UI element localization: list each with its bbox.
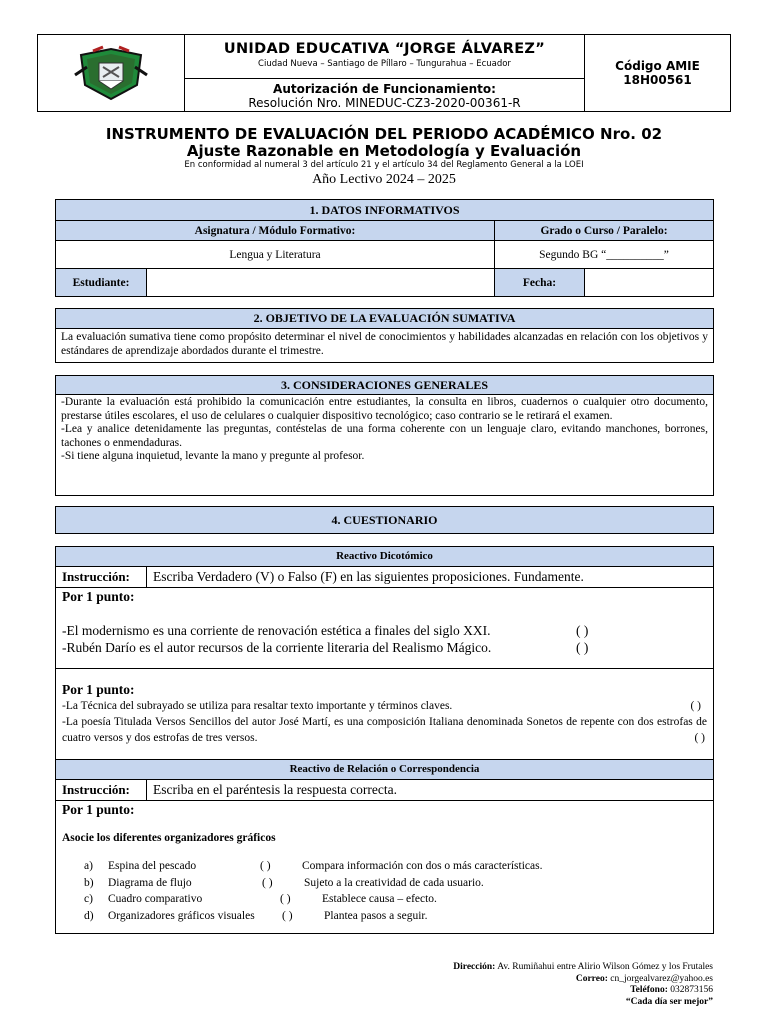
relation-blank[interactable]: ( ): [262, 876, 273, 889]
relation-blank[interactable]: ( ): [280, 893, 291, 905]
instruction-label: Instrucción:: [56, 567, 147, 587]
consideracion-item: -Lea y analice detenidamente las preguntas, contéstelas de una forma coherente con un lenguaje claro, evitando manchones, borrones, tachones o enmendaduras.: [61, 423, 708, 449]
subject-label: Asignatura / Módulo Formativo:: [56, 221, 495, 240]
footer-phone: Teléfono: 032873156: [630, 985, 713, 995]
reactivo-relacion-table: [55, 759, 714, 934]
objetivo-table: [55, 308, 714, 363]
question-1: -El modernismo es una corriente de renovación estética a finales del siglo XXI.: [62, 623, 491, 638]
footer-email: Correo: cn_jorgealvarez@yahoo.es: [575, 973, 713, 984]
footer-address: Dirección: Av. Rumiñahui entre Alirio Wilson Gómez y los Frutales: [453, 962, 713, 972]
instruction-text: Escriba en el paréntesis la respuesta correcta.: [153, 782, 398, 797]
school-name: UNIDAD EDUCATIVA “JORGE ÁLVAREZ”: [223, 41, 546, 57]
footer-motto: “Cada día ser mejor”: [625, 996, 713, 1007]
amie-code: 18H00561: [623, 73, 692, 87]
subject-value: Lengua y Literatura: [56, 241, 495, 268]
question-4: -La poesía Titulada Versos Sencillos del autor José Martí, es una composición Italiana denominada Sonetos de repente con dos estrofas de cuatro versos y dos estrofas de tres versos.: [62, 716, 707, 744]
answer-blank-4[interactable]: ( ): [694, 732, 705, 744]
answer-blank-2[interactable]: ( ): [576, 640, 589, 655]
title-line-1: INSTRUMENTO DE EVALUACIÓN DEL PERIODO ACADÉMICO Nro. 02: [105, 125, 663, 143]
relation-item: b) Diagrama de flujo ( ) Sujeto a la creatividad de cada usuario.: [62, 875, 707, 892]
answer-blank-1[interactable]: ( ): [576, 623, 589, 638]
relation-item: a) Espina del pescado ( ) Compara información con dos o más características.: [62, 858, 707, 875]
reactivo-header: Reactivo de Relación o Correspondencia: [56, 760, 713, 780]
grade-value[interactable]: Segundo BG “__________”: [539, 248, 669, 261]
section-header: 1. DATOS INFORMATIVOS: [56, 200, 713, 221]
reactivo-dicotomico-table: [55, 546, 714, 761]
question-2: -Rubén Darío es el autor recursos de la corriente literaria del Realismo Mágico.: [62, 640, 492, 655]
consideracion-item: -Durante la evaluación está prohibido la comunicación entre estudiantes, la consulta en libros, cuadernos o cualquier otro documento, prestarse útiles escolares, el uso de celulares o cualquier dispositivo tecnológico; caso contrario se le retirará el examen.: [61, 396, 708, 422]
relation-blank[interactable]: ( ): [260, 860, 271, 872]
school-address: Ciudad Nueva – Santiago de Píllaro – Tungurahua – Ecuador: [258, 59, 511, 69]
instruction-text: Escriba Verdadero (V) o Falso (F) en las siguientes proposiciones. Fundamente.: [153, 569, 584, 584]
points-label: Por 1 punto:: [62, 589, 135, 604]
date-field[interactable]: [585, 269, 713, 296]
school-logo: [38, 35, 185, 111]
student-field[interactable]: [147, 269, 495, 296]
document-title: [0, 126, 768, 189]
page-footer: [453, 962, 713, 1008]
relation-item: d) Organizadores gráficos visuales ( ) Plantea pasos a seguir.: [62, 908, 707, 925]
points-label: Por 1 punto:: [62, 802, 135, 817]
consideraciones-table: [55, 375, 714, 496]
consideracion-item: -Si tiene alguna inquietud, levante la mano y pregunte al profesor.: [61, 450, 365, 462]
section-header: 3. CONSIDERACIONES GENERALES: [56, 376, 713, 395]
school-year: Año Lectivo 2024 – 2025: [312, 172, 456, 187]
datos-informativos-table: [55, 199, 714, 297]
answer-blank-3[interactable]: ( ): [690, 700, 701, 712]
amie-label: Código AMIE: [615, 59, 700, 73]
date-label: Fecha:: [495, 269, 585, 296]
grade-label: Grado o Curso / Paralelo:: [540, 224, 668, 237]
reactivo-header: Reactivo Dicotómico: [56, 547, 713, 567]
school-crest-icon: [73, 45, 149, 101]
student-label: Estudiante:: [56, 269, 147, 296]
cuestionario-header: [55, 506, 714, 534]
instruction-label: Instrucción:: [56, 780, 147, 800]
objetivo-text: La evaluación sumativa tiene como propósito determinar el nivel de conocimientos y habilidades alcanzadas en relación con los objetivos y estándares de aprendizaje abordados durante el trimestre.: [61, 331, 708, 357]
relation-item: c) Cuadro comparativo ( ) Establece causa – efecto.: [62, 891, 707, 908]
section-header: 4. CUESTIONARIO: [56, 507, 713, 533]
title-line-3: En conformidad al numeral 3 del artículo 21 y el artículo 34 del Reglamento General a la LOEI: [184, 160, 584, 170]
relation-blank[interactable]: ( ): [282, 909, 293, 922]
section-header: 2. OBJETIVO DE LA EVALUACIÓN SUMATIVA: [56, 309, 713, 329]
school-header: [37, 34, 731, 112]
authorization-label: Autorización de Funcionamiento:: [273, 82, 496, 96]
points-label: Por 1 punto:: [62, 682, 135, 697]
title-line-2: Ajuste Razonable en Metodología y Evaluación: [186, 142, 582, 160]
resolution-number: Resolución Nro. MINEDUC-CZ3-2020-00361-R: [248, 96, 521, 110]
relation-subtitle: Asocie los diferentes organizadores gráficos: [62, 832, 276, 844]
question-3: -La Técnica del subrayado se utiliza para resaltar texto importante y términos claves.: [62, 700, 453, 712]
